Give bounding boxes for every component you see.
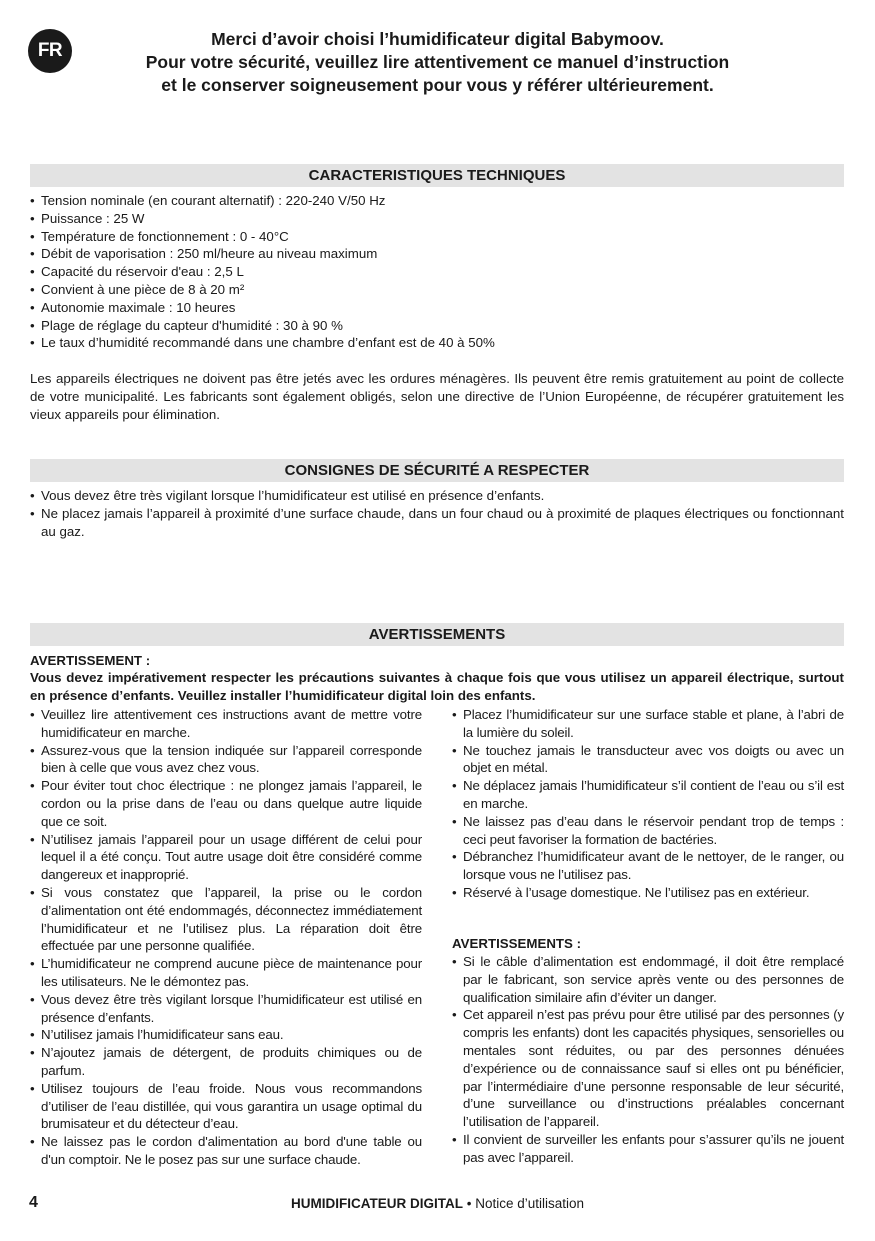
list-item: • Utilisez toujours de l’eau froide. Nous vous recommandons d’utiliser de l’eau distillée, qui vous garantira un usage optimal du brumisateur et du détecteur d’eau. [30,1080,422,1133]
list-item: • Capacité du réservoir d'eau : 2,5 L [30,263,844,281]
intro-line: et le conserver soigneusement pour vous y référer ultérieurement. [161,75,714,95]
list-item: • Assurez-vous que la tension indiquée sur l’appareil corresponde bien à celle que vous avez chez vous. [30,742,422,778]
list-item: • Débit de vaporisation : 250 ml/heure au niveau maximum [30,245,844,263]
list-item: • Placez l’humidificateur sur une surface stable et plane, à l’abri de la lumière du soleil. [452,706,844,742]
list-item: • Débranchez l’humidificateur avant de le nettoyer, de le ranger, ou lorsque vous ne l’utilisez pas. [452,848,844,884]
safety-instructions [30,487,844,540]
section-title-safety: CONSIGNES DE SÉCURITÉ A RESPECTER [30,459,844,482]
disposal-paragraph: Les appareils électriques ne doivent pas être jetés avec les ordures ménagères. Ils peuvent être remis gratuitement au point de collecte de votre municipalité. Les fabricants sont également obligés, selon une directive de l’Union Européenne, de récupérer gratuitement les vieux appareils pour élimination. [30,371,844,422]
page-number: 4 [29,1194,38,1211]
warnings-left-list [30,706,422,1169]
list-item: • Vous devez être très vigilant lorsque l’humidificateur est utilisé en présence d’enfants. [30,487,844,505]
tech-specs [30,192,844,352]
list-item: • Ne laissez pas d’eau dans le réservoir pendant trop de temps : ceci peut favoriser la formation de bactéries. [452,813,844,849]
footer-separator: • [462,1196,476,1211]
list-item: • Vous devez être très vigilant lorsque l’humidificateur est utilisé en présence d’enfants. [30,991,422,1027]
list-item: • Tension nominale (en courant alternatif) : 220-240 V/50 Hz [30,192,844,210]
list-item: • Ne touchez jamais le transducteur avec vos doigts ou avec un objet en métal. [452,742,844,778]
safety-list [30,487,844,540]
list-item: • Cet appareil n’est pas prévu pour être utilisé par des personnes (y compris les enfants) dont les capacités physiques, sensorielles ou mentales sont réduites, ou par des personnes dénuées d’expérience ou de connaissance sauf si elles ont pu bénéficier, par l’intermédiaire d’une personne responsable de leur sécurité, d’une surveillance ou d’instructions préalables concernant l’utilisation de l’appareil. [452,1006,844,1131]
list-item: • Il convient de surveiller les enfants pour s’assurer qu’ils ne jouent pas avec l’appareil. [452,1131,844,1167]
list-item: • Ne placez jamais l’appareil à proximité d’une surface chaude, dans un four chaud ou à proximité de plaques électriques ou fonctionnant au gaz. [30,505,844,541]
footer-doc-title: Notice d’utilisation [475,1196,585,1211]
list-item: • Plage de réglage du capteur d'humidité : 30 à 90 % [30,317,844,335]
list-item: • Convient à une pièce de 8 à 20 m² [30,281,844,299]
list-item: • Ne déplacez jamais l’humidificateur s’il contient de l’eau ou s’il est en marche. [452,777,844,813]
list-item: • N’utilisez jamais l’humidificateur sans eau. [30,1026,422,1044]
warning-label-2: AVERTISSEMENTS : [452,936,582,951]
warnings-right-list-2 [452,953,844,1167]
list-item: • Ne laissez pas le cordon d'alimentation au bord d'une table ou d'un comptoir. Ne le posez pas sur une surface chaude. [30,1133,422,1169]
list-item: • Le taux d’humidité recommandé dans une chambre d’enfant est de 40 à 50% [30,334,844,352]
warnings-right-column-2 [452,953,844,1167]
list-item: • Si le câble d’alimentation est endommagé, il doit être remplacé par le fabricant, son service après vente ou des personnes de qualification similaire afin d’éviter un danger. [452,953,844,1006]
list-item: • N’utilisez jamais l’appareil pour un usage différent de celui pour lequel il a été conçu. Tout autre usage doit être considéré comme dangereux et inapproprié. [30,831,422,884]
footer [0,1196,875,1211]
list-item: • Température de fonctionnement : 0 - 40°C [30,228,844,246]
intro-line: Merci d’avoir choisi l’humidificateur digital Babymoov. [211,29,664,49]
list-item: • Si vous constatez que l’appareil, la prise ou le cordon d’alimentation ont été endommagés, déconnectez immédiatement l’humidificateur et ne l’utilisez plus. La réparation doit être effectuée par une personne qualifiée. [30,884,422,955]
intro-line: Pour votre sécurité, veuillez lire attentivement ce manuel d’instruction [145,52,730,72]
section-title-tech: CARACTERISTIQUES TECHNIQUES [30,164,844,187]
list-item: • Autonomie maximale : 10 heures [30,299,844,317]
list-item: • Puissance : 25 W [30,210,844,228]
warnings-right-list [452,706,844,902]
warnings-left-column [30,706,422,1169]
footer-product: HUMIDIFICATEUR DIGITAL [290,1196,463,1211]
warning-intro: Vous devez impérativement respecter les précautions suivantes à chaque fois que vous utilisez un appareil électrique, surtout en présence d’enfants. Veuillez installer l’humidificateur digital loin des enfants. [30,670,844,703]
list-item: • Réservé à l’usage domestique. Ne l’utilisez pas en extérieur. [452,884,844,902]
list-item: • L’humidificateur ne comprend aucune pièce de maintenance pour les utilisateurs. Ne le démontez pas. [30,955,422,991]
intro-heading [90,28,785,97]
section-title-warnings: AVERTISSEMENTS [30,623,844,646]
list-item: • Pour éviter tout choc électrique : ne plongez jamais l’appareil, le cordon ou la prise dans de l’eau ou dans quelque autre liquide que ce soit. [30,777,422,830]
language-badge: FR [28,29,72,73]
tech-list [30,192,844,352]
warning-label: AVERTISSEMENT : [30,653,151,668]
warnings-right-column [452,706,844,902]
list-item: • N’ajoutez jamais de détergent, de produits chimiques ou de parfum. [30,1044,422,1080]
list-item: • Veuillez lire attentivement ces instructions avant de mettre votre humidificateur en marche. [30,706,422,742]
